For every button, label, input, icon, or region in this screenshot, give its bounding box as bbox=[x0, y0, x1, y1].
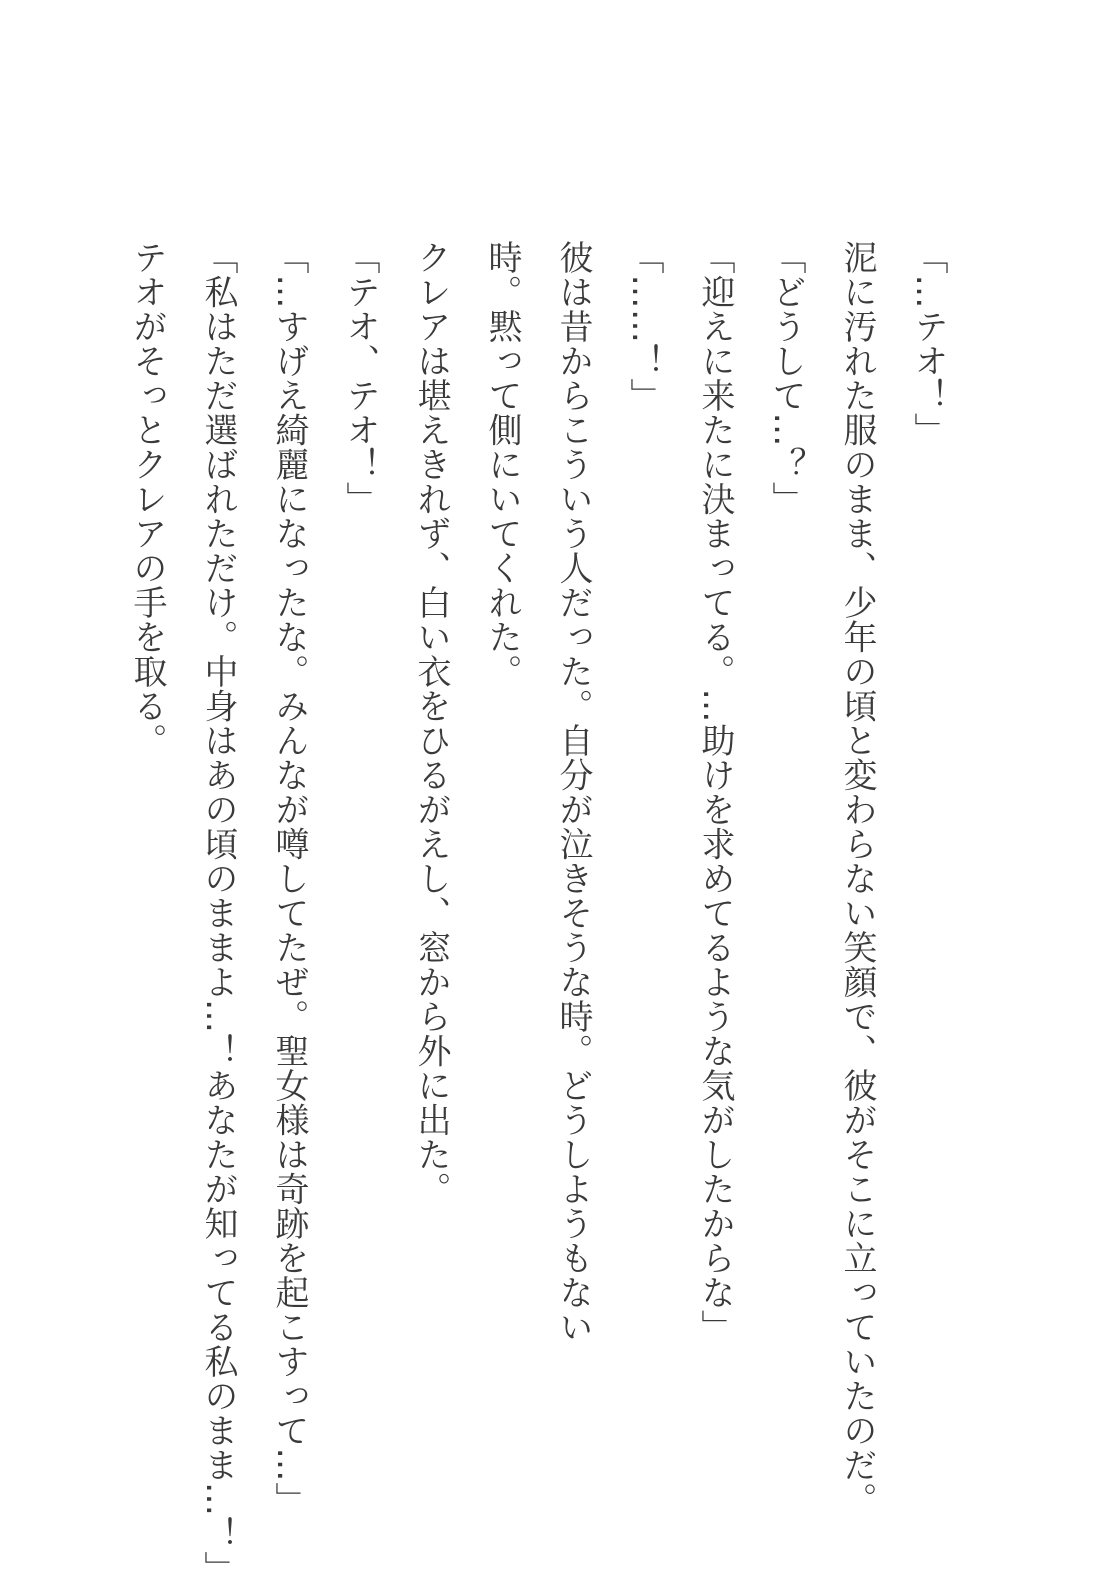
narration-line: 泥に汚れた服のまま、少年の頃と変わらない笑顔で、彼がそこに立っていたのだ。 bbox=[837, 240, 877, 1517]
dialogue-line: 「迎えに来たに決まってる。…助けを求めてるような気がしたからな」 bbox=[695, 240, 735, 1344]
dialogue-line: 「どうして…？」 bbox=[766, 240, 806, 516]
narration-line: 彼は昔からこういう人だった。自分が泣きそうな時。どうしようもない時。黙って側にいてくれた。 bbox=[482, 240, 593, 1344]
narration-line: テオがそっとクレアの手を取る。 bbox=[127, 240, 167, 758]
vertical-text-body bbox=[111, 240, 963, 1586]
dialogue-line: 「……！」 bbox=[624, 240, 664, 413]
narration-line: クレアは堪えきれず、白い衣をひるがえし、窓から外に出た。 bbox=[411, 240, 451, 1206]
dialogue-line: 「…すげえ綺麗になったな。みんなが噂してたぜ。聖女様は奇跡を起こすって…」 bbox=[269, 240, 309, 1517]
dialogue-line: 「テオ、テオ！」 bbox=[340, 240, 380, 516]
dialogue-line: 「…テオ！」 bbox=[908, 240, 948, 447]
dialogue-line: 「私はただ選ばれただけ。中身はあの頃のままよ…！あなたが知ってる私のまま…！」 bbox=[198, 240, 238, 1586]
